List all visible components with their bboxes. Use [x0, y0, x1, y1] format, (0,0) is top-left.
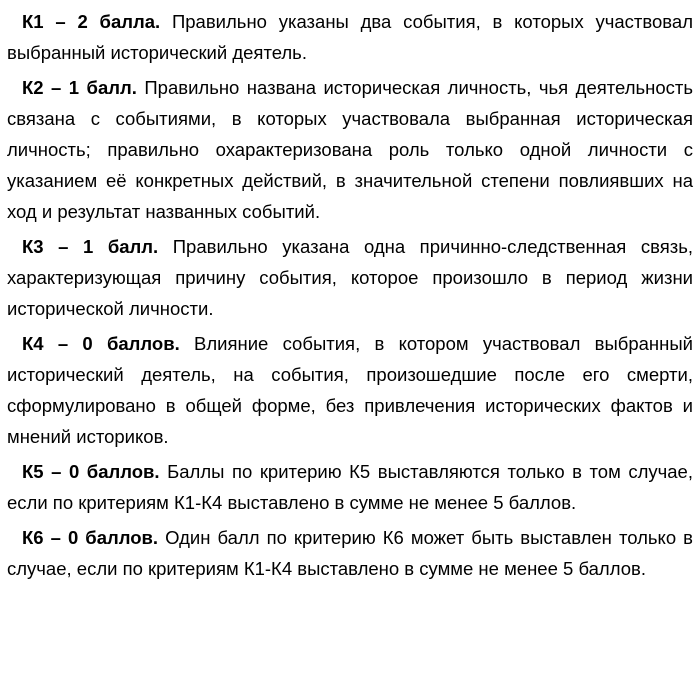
criterion-k6-score: К6 – 0 баллов. — [22, 527, 159, 548]
criterion-k6-paragraph — [7, 522, 693, 584]
criterion-k2-paragraph — [7, 72, 693, 227]
criterion-k1-text: Правильно указаны два события, в которых участвовал выбранный исторический деятель. — [7, 11, 694, 63]
criterion-k5-paragraph — [7, 456, 693, 518]
criterion-k1-score: К1 – 2 балла. — [22, 11, 161, 32]
criterion-k3-score: К3 – 1 балл. — [22, 236, 159, 257]
criterion-k1-paragraph — [7, 6, 693, 68]
criterion-k4-score: К4 – 0 баллов. — [22, 333, 180, 354]
criterion-k5-text: Баллы по критерию К5 выставляются только в том случае, если по критериям К1-К4 выставлено в сумме не менее 5 баллов. — [7, 461, 693, 513]
criterion-k5-score: К5 – 0 баллов. — [22, 461, 160, 482]
criterion-k3-paragraph — [7, 231, 693, 324]
criterion-k3-text: Правильно указана одна причинно-следственная связь, характеризующая причину события, которое произошло в период жизни исторической личности. — [7, 236, 693, 319]
criterion-k6-text: Один балл по критерию К6 может быть выставлен только в случае, если по критериям К1-К4 выставлено в сумме не менее 5 баллов. — [7, 527, 693, 579]
criterion-k2-score: К2 – 1 балл. — [22, 77, 137, 98]
criterion-k4-text: Влияние события, в котором участвовал выбранный исторический деятель, на события, произошедшие после его смерти, сформулировано в общей форме, без привлечения исторических фактов и мнений историков. — [7, 333, 693, 447]
criterion-k2-text: Правильно названа историческая личность, чья деятельность связана с событиями, в которых участвовала выбранная историческая личность; правильно охарактеризована роль только одной личности с указанием её конкретных действий, в значительной степени повлиявших на ход и результат названных событий. — [7, 77, 693, 222]
criterion-k4-paragraph — [7, 328, 693, 452]
